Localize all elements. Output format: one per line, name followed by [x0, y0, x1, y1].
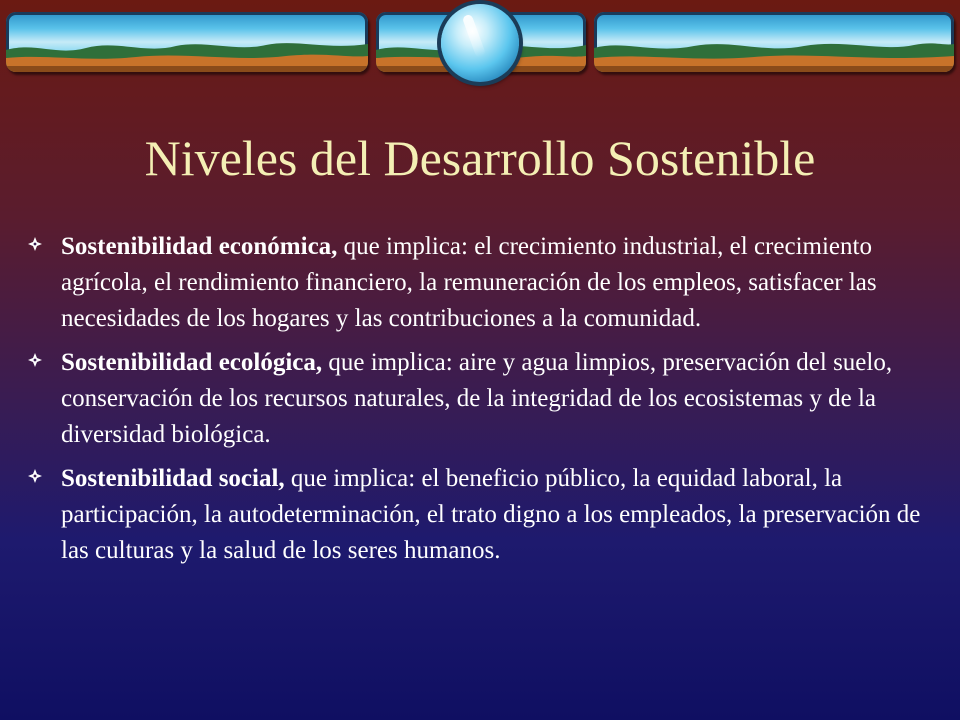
globe-icon: [441, 4, 519, 82]
item-heading: Sostenibilidad ecológica,: [61, 349, 323, 376]
landscape-banner-right: [594, 12, 954, 72]
item-text: que implica: aire y agua limpios, preservación del suelo, conservación de los recursos naturales, de la integridad de los ecosistemas y de la diversidad biológica.: [61, 349, 893, 448]
landscape-icon: [6, 12, 368, 72]
diamond-bullet-icon: [28, 353, 42, 367]
list-item: [28, 461, 948, 569]
list-item: [28, 229, 948, 337]
landscape-icon: [594, 12, 954, 72]
bullet-list: [28, 229, 948, 577]
item-heading: Sostenibilidad económica,: [61, 233, 338, 260]
list-item: [28, 345, 948, 453]
item-text: que implica: el crecimiento industrial, el crecimiento agrícola, el rendimiento financiero, la remuneración de los empleos, satisfacer las necesidades de los hogares y las contribuciones a la comunidad.: [61, 233, 877, 332]
diamond-bullet-icon: [28, 469, 42, 483]
item-text: que implica: el beneficio público, la equidad laboral, la participación, la autodeterminación, el trato digno a los empleados, la preservación de las culturas y la salud de los seres humanos.: [61, 465, 921, 564]
landscape-banner-left: [6, 12, 368, 72]
slide-title: Niveles del Desarrollo Sostenible: [144, 130, 816, 186]
diamond-bullet-icon: [28, 237, 42, 251]
item-heading: Sostenibilidad social,: [61, 465, 285, 492]
globe-highlight: [462, 14, 486, 59]
